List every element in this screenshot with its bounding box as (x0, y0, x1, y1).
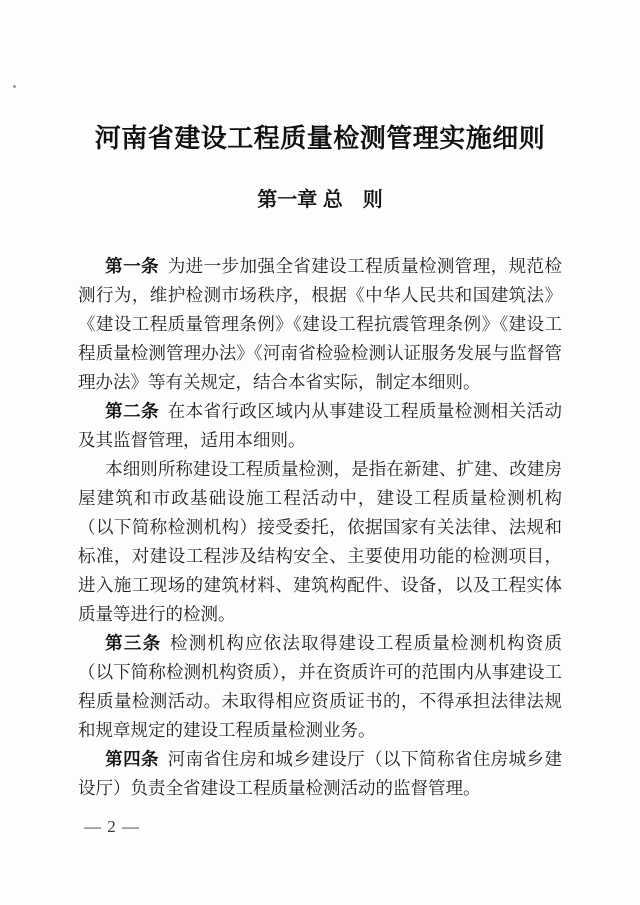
document-title: 河南省建设工程质量检测管理实施细则 (94, 123, 546, 153)
article-4-number: 第四条 (105, 749, 159, 769)
paragraph-article-2-definition (78, 455, 562, 629)
article-3-number: 第三条 (105, 633, 162, 653)
paragraph-article-1 (78, 252, 562, 397)
article-2-text: 在本省行政区域内从事建设工程质量检测相关活动及其监督管理，适用本细则。 (78, 401, 562, 450)
paragraph-article-4 (78, 745, 562, 803)
paragraph-article-2 (78, 397, 562, 455)
article-1-text: 为进一步加强全省建设工程质量检测管理，规范检测行为，维护检测市场秩序，根据《中华人民共和国建筑法》《建设工程质量管理条例》《建设工程抗震管理条例》《建设工程质量检测管理办法》《河南省检验检测认证服务发展与监督管理办法》等有关规定，结合本省实际，制定本细则。 (78, 256, 562, 392)
scan-artifact-speck (13, 85, 16, 88)
article-1-number: 第一条 (105, 256, 159, 276)
article-4-text: 河南省住房和城乡建设厅（以下简称省住房城乡建设厅）负责全省建设工程质量检测活动的监督管理。 (78, 749, 562, 798)
document-body (78, 252, 562, 803)
page-number: — 2 — (84, 817, 140, 836)
chapter-heading: 第一章 总 则 (257, 189, 383, 211)
article-2-number: 第二条 (105, 401, 159, 421)
definition-text: 本细则所称建设工程质量检测，是指在新建、扩建、改建房屋建筑和市政基础设施工程活动中，建设工程质量检测机构（以下简称检测机构）接受委托，依据国家有关法律、法规和标准，对建设工程涉及结构安全、主要使用功能的检测项目，进入施工现场的建筑材料、建筑构配件、设备，以及工程实体质量等进行的检测。 (78, 459, 562, 624)
paragraph-article-3 (78, 629, 562, 745)
article-3-text: 检测机构应依法取得建设工程质量检测机构资质（以下简称检测机构资质），并在资质许可的范围内从事建设工程质量检测活动。未取得相应资质证书的，不得承担法律法规和规章规定的建设工程质量检测业务。 (78, 633, 563, 740)
